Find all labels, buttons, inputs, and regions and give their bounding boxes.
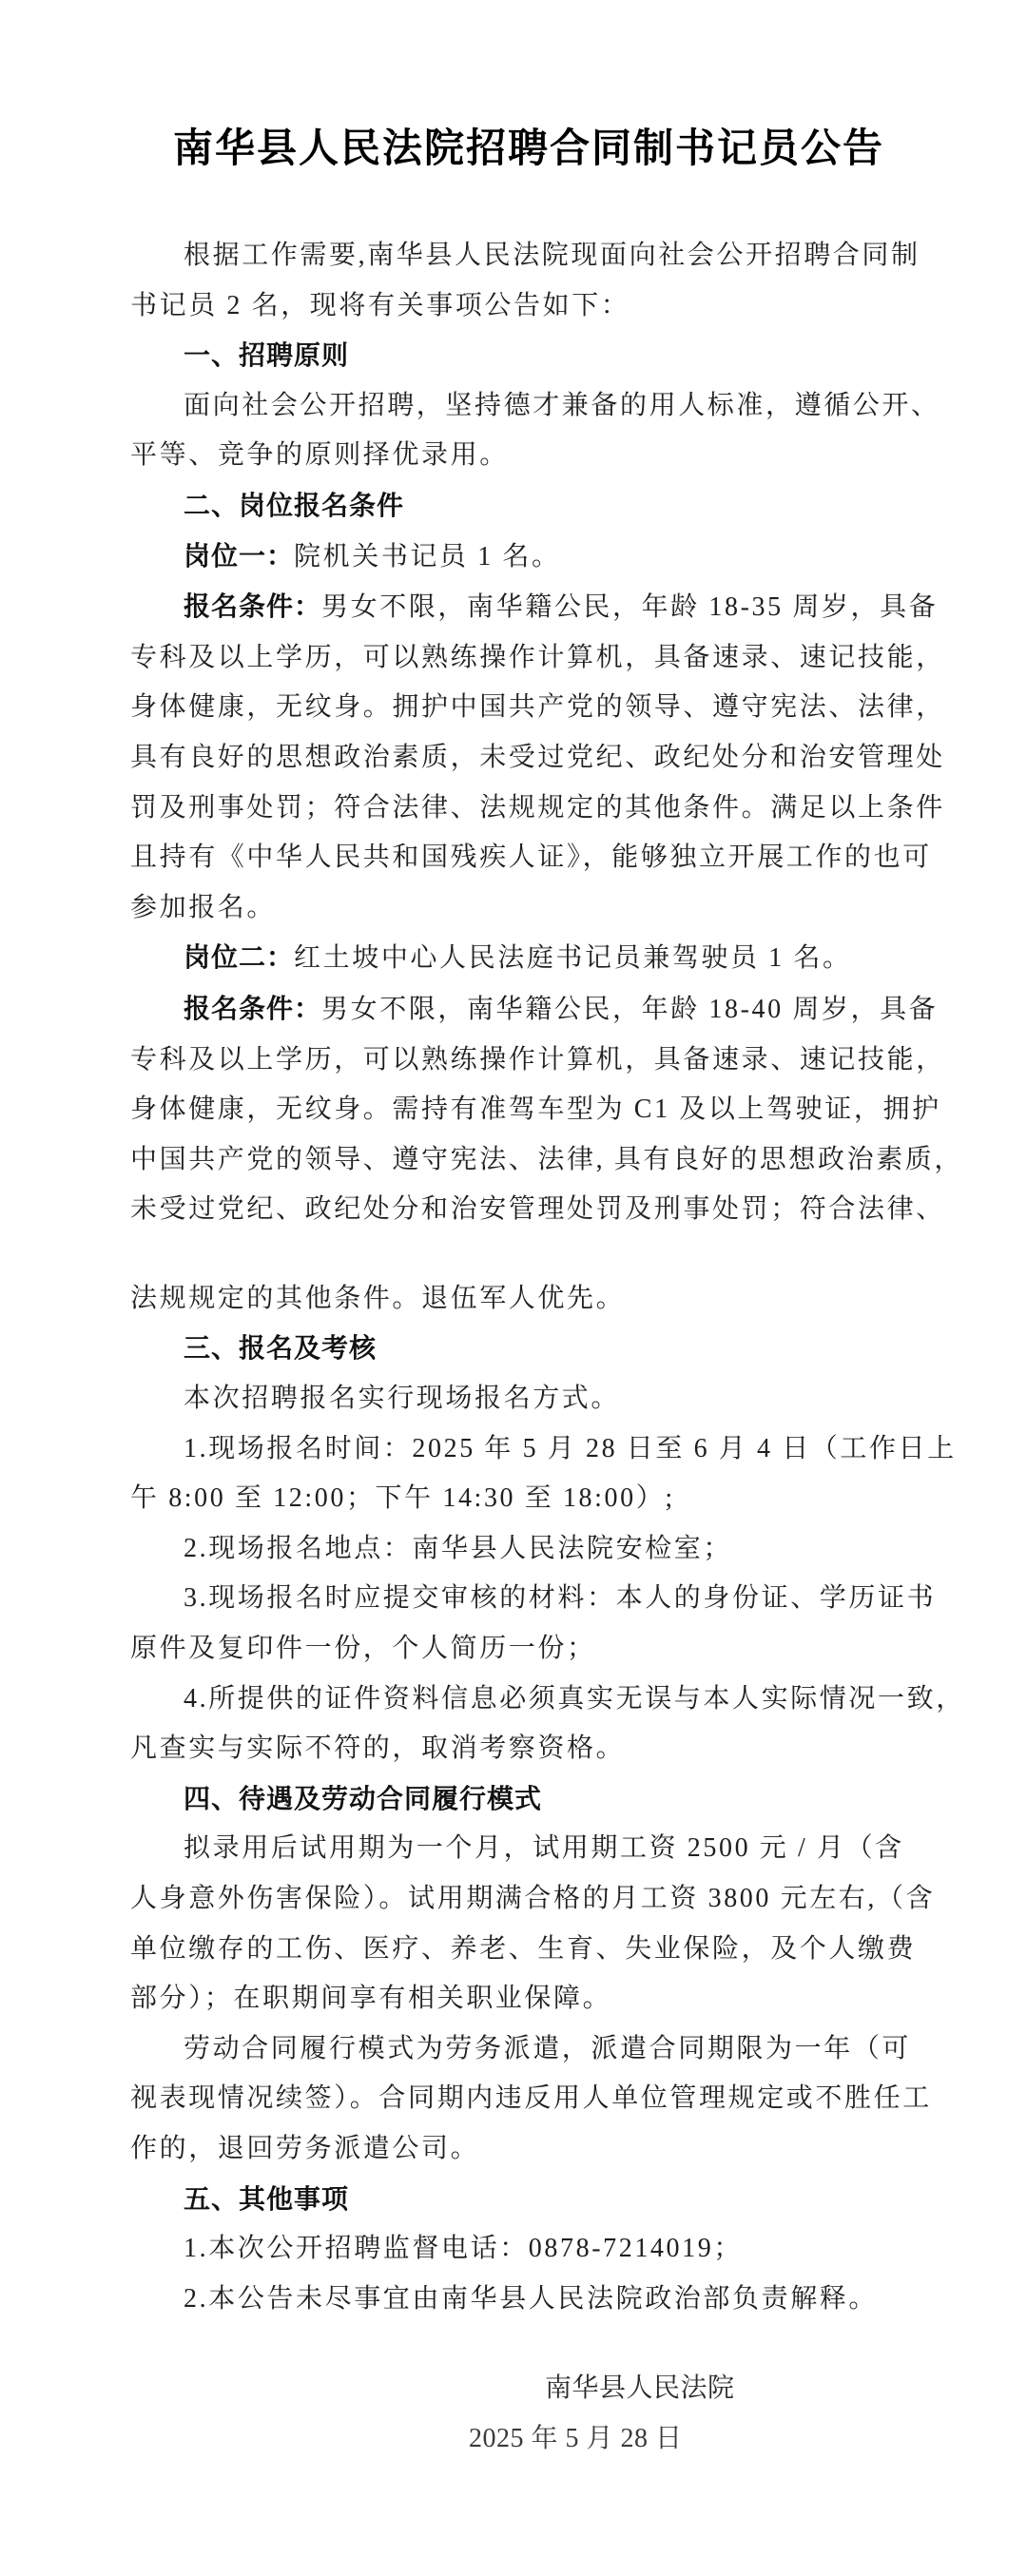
text-line: 劳动合同履行模式为劳务派遣，派遣合同期限为一年（可 [184, 2033, 912, 2063]
text-line: 2.本公告未尽事宜由南华县人民法院政治部负责解释。 [184, 2283, 879, 2314]
text-line: 2.现场报名地点：南华县人民法院安检室； [184, 1533, 733, 1563]
text-line: 身体健康，无纹身。拥护中国共产党的领导、遵守宪法、法律， [130, 692, 945, 723]
text-line: 人身意外伤害保险）。试用期满合格的月工资 3800 元左右,（含 [130, 1884, 936, 1913]
text-line: 参加报名。 [130, 892, 277, 922]
text-line: 书记员 2 名，现将有关事项公告如下： [130, 290, 630, 320]
text-line: 1.现场报名时间：2025 年 5 月 28 日至 6 月 4 日（工作日上 [184, 1433, 957, 1463]
text-line: 本次招聘报名实行现场报名方式。 [184, 1384, 621, 1414]
bold-label: 报名条件： [184, 591, 322, 622]
text-line: 根据工作需要,南华县人民法院现面向社会公开招聘合同制 [184, 241, 920, 270]
text-line: 中国共产党的领导、遵守宪法、法律, 具有良好的思想政治素质， [130, 1144, 964, 1174]
text-line: 平等、竞争的原则择优录用。 [130, 440, 509, 471]
text-line: 法规规定的其他条件。退伍军人优先。 [130, 1283, 626, 1313]
document-body [130, 231, 986, 2324]
text-line: 岗位一：院机关书记员 1 名。 [184, 540, 561, 571]
text-line: 专科及以上学历，可以熟练操作计算机，具备速录、速记技能， [130, 642, 945, 672]
section-heading: 四、待遇及劳动合同履行模式 [184, 1783, 543, 1813]
signature-date: 2025 年 5 月 28 日 [469, 2423, 683, 2453]
text-line: 单位缴存的工伤、医疗、养老、生育、失业保险，及个人缴费 [130, 1933, 917, 1964]
text-line: 岗位二：红土坡中心人民法庭书记员兼驾驶员 1 名。 [184, 942, 852, 974]
text-line: 视表现情况续签）。合同期内违反用人单位管理规定或不胜任工 [130, 2083, 932, 2114]
signature-org: 南华县人民法院 [545, 2373, 735, 2404]
section-heading: 一、招聘原则 [184, 340, 350, 371]
bold-label: 岗位一： [184, 540, 295, 571]
text-line: 报名条件：男女不限，南华籍公民，年龄 18-40 周岁，具备 [184, 993, 939, 1024]
text-line: 午 8:00 至 12:00；下午 14:30 至 18:00）; [130, 1483, 675, 1514]
section-heading: 五、其他事项 [184, 2183, 350, 2214]
document-title: 南华县人民法院招聘合同制书记员公告 [172, 126, 884, 170]
text-line: 原件及复印件一份，个人简历一份； [130, 1634, 596, 1664]
text-line: 部分）；在职期间享有相关职业保障。 [130, 1984, 612, 2014]
text-line: 专科及以上学历，可以熟练操作计算机，具备速录、速记技能， [130, 1044, 945, 1075]
text-line: 凡查实与实际不符的，取消考察资格。 [130, 1733, 626, 1764]
text-line: 具有良好的思想政治素质，未受过党纪、政纪处分和治安管理处 [130, 742, 945, 772]
bold-label: 报名条件： [184, 993, 322, 1023]
text-line: 报名条件：男女不限，南华籍公民，年龄 18-35 周岁，具备 [184, 591, 939, 623]
section-heading: 三、报名及考核 [184, 1333, 378, 1364]
bold-label: 岗位二： [184, 942, 295, 973]
text-line: 3.现场报名时应提交审核的材料：本人的身份证、学历证书 [184, 1583, 937, 1614]
text-line: 拟录用后试用期为一个月，试用期工资 2500 元 / 月（含 [184, 1833, 904, 1864]
text-line: 1.本次公开招聘监督电话：0878-7214019； [184, 2234, 743, 2264]
text-line: 4.所提供的证件资料信息必须真实无误与本人实际情况一致， [184, 1683, 965, 1714]
text-line: 罚及刑事处罚；符合法律、法规规定的其他条件。满足以上条件 [130, 792, 945, 823]
text-line: 面向社会公开招聘，坚持德才兼备的用人标准，遵循公开、 [184, 390, 940, 420]
text-line: 且持有《中华人民共和国残疾人证》，能够独立开展工作的也可 [130, 843, 932, 873]
text-line: 身体健康，无纹身。需持有准驾车型为 C1 及以上驾驶证，拥护 [130, 1094, 941, 1125]
text-line: 作的，退回劳务派遣公司。 [130, 2133, 480, 2163]
section-heading: 二、岗位报名条件 [184, 490, 405, 520]
text-line: 未受过党纪、政纪处分和治安管理处罚及刑事处罚；符合法律、 [130, 1194, 945, 1225]
